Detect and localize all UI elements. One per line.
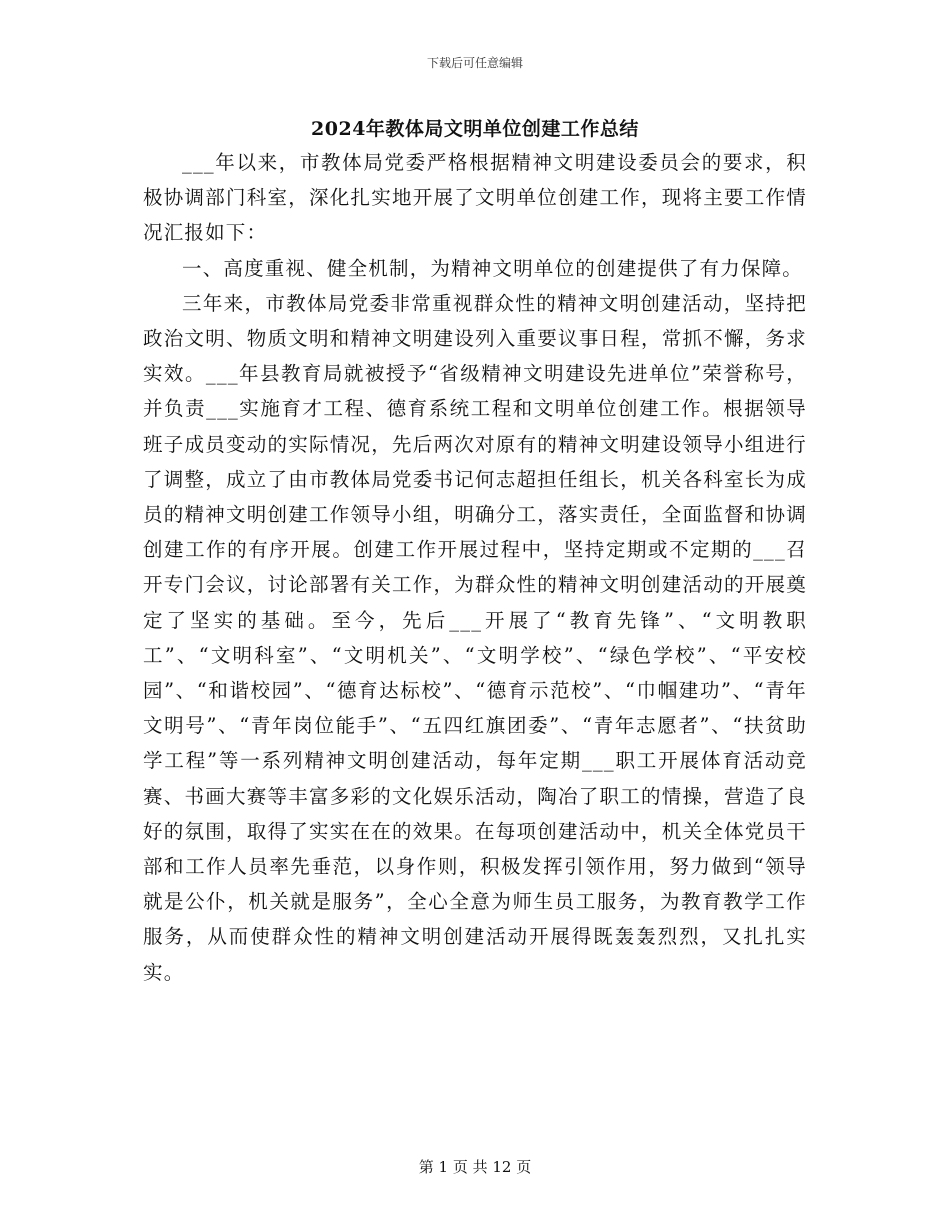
page-footer: 第 1 页 共 12 页 bbox=[418, 1158, 532, 1176]
paragraph-intro: ___年以来，市教体局党委严格根据精神文明建设委员会的要求，积极协调部门科室，深化扎实地开展了文明单位创建工作，现将主要工作情况汇报如下： bbox=[143, 151, 807, 245]
paragraph-main: 三年来，市教体局党委非常重视群众性的精神文明创建活动，坚持把政治文明、物质文明和精神文明建设列入重要议事日程，常抓不懈，务求实效。___年县教育局就被授予“省级精神文明建设先进单位”荣誉称号，并负责___实施育才工程、德育系统工程和文明单位创建工作。根据领导班子成员变动的实际情况，先后两次对原有的精神文明建设领导小组进行了调整，成立了由市教体局党委书记何志超担任组长，机关各科室长为成员的精神文明创建工作领导小组，明确分工，落实责任，全面监督和协调创建工作的有序开展。创建工作开展过程中，坚持定期或不定期的___召开专门会议，讨论部署有关工作，为群众性的精神文明创建活动的开展奠定了坚实的基础。至今，先后___开展了“教育先锋”、“文明教职工”、“文明科室”、“文明机关”、“文明学校”、“绿色学校”、“平安校园”、“和谐校园”、“德育达标校”、“德育示范校”、“巾帼建功”、“青年文明号”、“青年岗位能手”、“五四红旗团委”、“青年志愿者”、“扶贫助学工程”等一系列精神文明创建活动，每年定期___职工开展体育活动竞赛、书画大赛等丰富多彩的文化娱乐活动，陶冶了职工的情操，营造了良好的氛围，取得了实实在在的效果。在每项创建活动中，机关全体党员干部和工作人员率先垂范，以身作则，积极发挥引领作用，努力做到“领导就是公仆，机关就是服务”，全心全意为师生员工服务，为教育教学工作服务，从而使群众性的精神文明创建活动开展得既轰轰烈烈，又扎扎实实。 bbox=[143, 291, 807, 984]
document-title: 2024年教体局文明单位创建工作总结 bbox=[311, 118, 639, 140]
document-body bbox=[143, 145, 807, 990]
header-note: 下载后可任意编辑 bbox=[426, 56, 523, 70]
paragraph-section-heading: 一、高度重视、健全机制，为精神文明单位的创建提供了有力保障。 bbox=[182, 256, 804, 280]
